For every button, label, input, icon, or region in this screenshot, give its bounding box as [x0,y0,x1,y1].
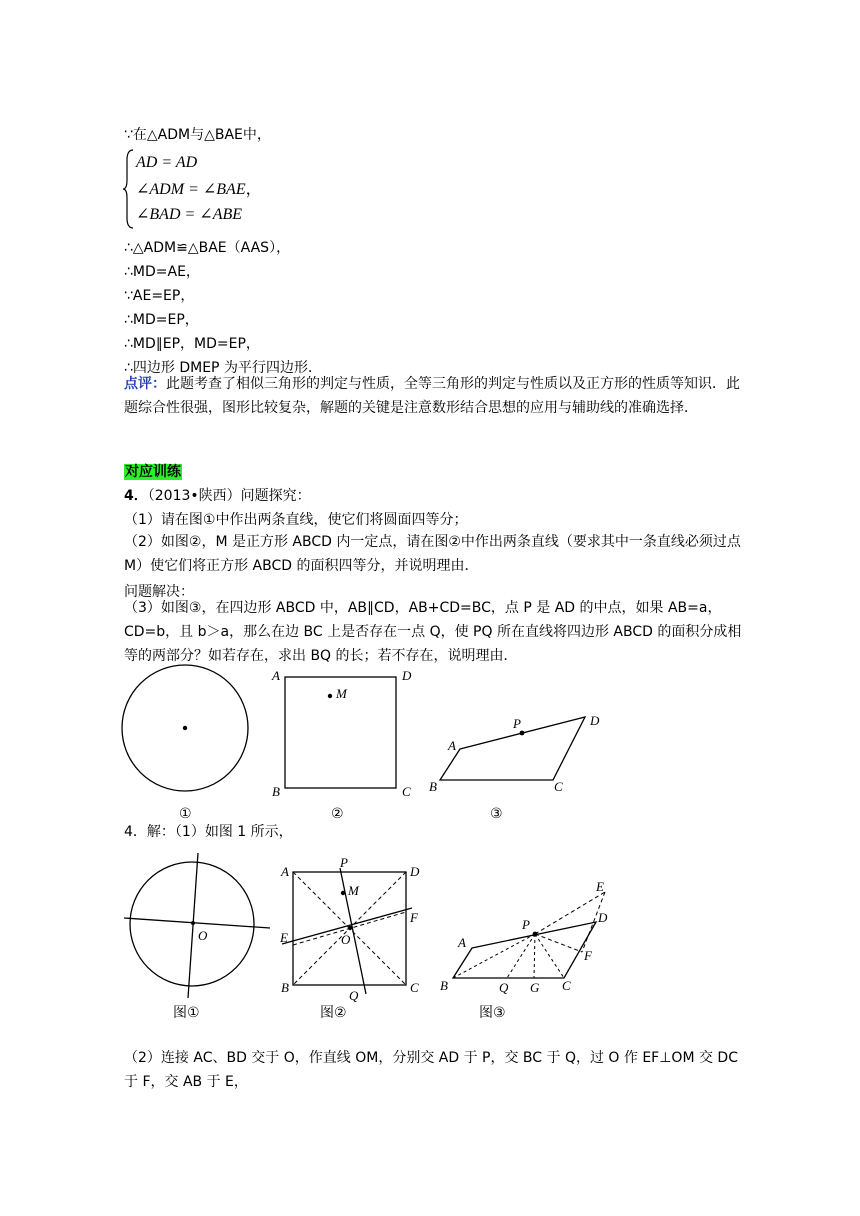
sol-fig2-label-e: E [280,930,288,945]
sol-fig1-center-dot [191,921,195,925]
system-brace [122,148,136,230]
sol-fig3-label-q: Q [499,980,509,995]
fig3-label-p: P [513,716,521,731]
part2-paragraph: （2）连接 AC、BD 交于 O，作直线 OM，分别交 AD 于 P，交 BC 于 Q，过 O 作 EF⊥OM 交 DC 于 F，交 AB 于 E， [124,1050,738,1090]
sol-fig1-line-vertical [188,853,198,998]
fig3-label-a: A [448,738,456,753]
solution-figures [110,848,630,1028]
system-row-3: ∠BAD = ∠ABE [136,206,243,223]
sol-fig2-label-d: D [410,864,420,879]
fig1-caption: ① [179,806,192,822]
step-6: ∴四边形 DMEP 为平行四边形． [124,360,322,376]
comment-text: 此题考查了相似三角形的判定与性质，全等三角形的判定与性质以及正方形的性质等知识．此题综合性很强，图形比较复杂，解题的关键是注意数形结合思想的应用与辅助线的准确选择． [124,376,740,416]
system-row-2-suffix: ， [245,179,262,198]
sol-fig2-label-f: F [410,910,418,925]
sol-fig2-label-p: P [340,855,348,870]
step-2: ∴MD=AE， [124,264,200,280]
system-row-2 [136,178,262,200]
problem-subhead: 问题解决： [124,584,194,600]
fig2-label-b: B [272,784,280,799]
sol-fig3-dashed-pg [534,934,535,978]
sol-fig3-caption: 图③ [479,1005,506,1021]
fig3-label-c: C [554,779,563,794]
sol-fig2-point-o [348,926,352,930]
sol-fig1-line-horizontal [124,918,270,928]
section-title-text: 对应训练 [125,464,181,480]
problem-q1: （1）请在图①中作出两条直线，使它们将圆面四等分； [124,512,468,528]
sol-fig3-label-e: E [596,879,604,894]
fig1-center-dot [183,726,187,730]
step-4: ∴MD=EP， [124,312,199,328]
fig2-point-m [328,694,332,698]
sol-fig2-label-o: O [341,932,351,947]
sol-fig3-label-g: G [530,980,540,995]
sol-fig3-label-d: D [598,910,608,925]
sol-fig2-caption: 图② [320,1005,347,1021]
sol-fig2-label-c: C [410,980,419,995]
section-title [124,462,182,482]
sol-fig2-label-q: Q [349,988,359,1003]
sol-fig3-label-b: B [440,978,448,993]
comment-label: 点评： [124,376,166,392]
problem-q2: （2）如图②，M 是正方形 ABCD 内一定点，请在图②中作出两条直线（要求其中一条直线必须过点 M）使它们将正方形 ABCD 的面积四等分，并说明理由． [124,534,741,574]
fig2-label-m: M [336,686,347,701]
sol-fig3-dashed-pq [507,934,535,978]
solution-intro: 4．解：（1）如图 1 所示， [124,824,293,840]
system-row-1: AD = AD [136,154,198,171]
sol-fig3-label-p: P [522,917,530,932]
fig3-point-p [520,731,525,736]
fig3-caption: ③ [490,806,503,822]
fig2-label-a: A [272,668,280,683]
sol-fig2-label-b: B [281,980,289,995]
fig3-label-b: B [429,779,437,794]
fig3-label-d: D [590,713,600,728]
proof-intro: ∵在△ADM与△BAE中， [124,127,271,143]
problem-source: （2013•陕西）问题探究： [147,488,311,504]
sol-fig1-label-o: O [198,928,208,943]
problem-number: 4． [124,488,148,504]
step-3: ∵AE=EP， [124,288,195,304]
problem-q3: （3）如图③，在四边形 ABCD 中，AB∥CD，AB+CD=BC，点 P 是 AD 的中点，如果 AB=a，CD=b，且 b＞a，那么在边 BC 上是否存在一点 Q，使 PQ 所在直线将四边形 ABCD 的面积分成相等的两部分？如若存在，求出 BQ 的长；若不存在，说明理由． [124,600,742,664]
system-row-2-text: ∠ADM = ∠BAE [136,181,246,198]
problem-figures [110,660,630,830]
step-5: ∴MD∥EP，MD=EP， [124,336,260,352]
sol-fig3-point-p [533,932,538,937]
sol-fig2-label-a: A [281,864,289,879]
sol-fig2-point-m [341,891,345,895]
sol-fig2-label-m: M [348,883,359,898]
fig2-label-c: C [402,784,411,799]
fig2-label-d: D [402,668,412,683]
sol-fig1-caption: 图① [173,1005,200,1021]
step-1: ∴△ADM≌△BAE（AAS）， [124,240,291,256]
problem-header [124,486,311,506]
sol-fig3-dashed-pc [535,934,564,978]
sol-fig3-label-a: A [458,935,466,950]
sol-fig3-dashed-pf [535,934,582,952]
comment-paragraph [124,372,742,420]
fig2-caption: ② [331,806,344,822]
sol-fig3-label-f: F [584,948,592,963]
sol-fig3-label-c: C [562,978,571,993]
